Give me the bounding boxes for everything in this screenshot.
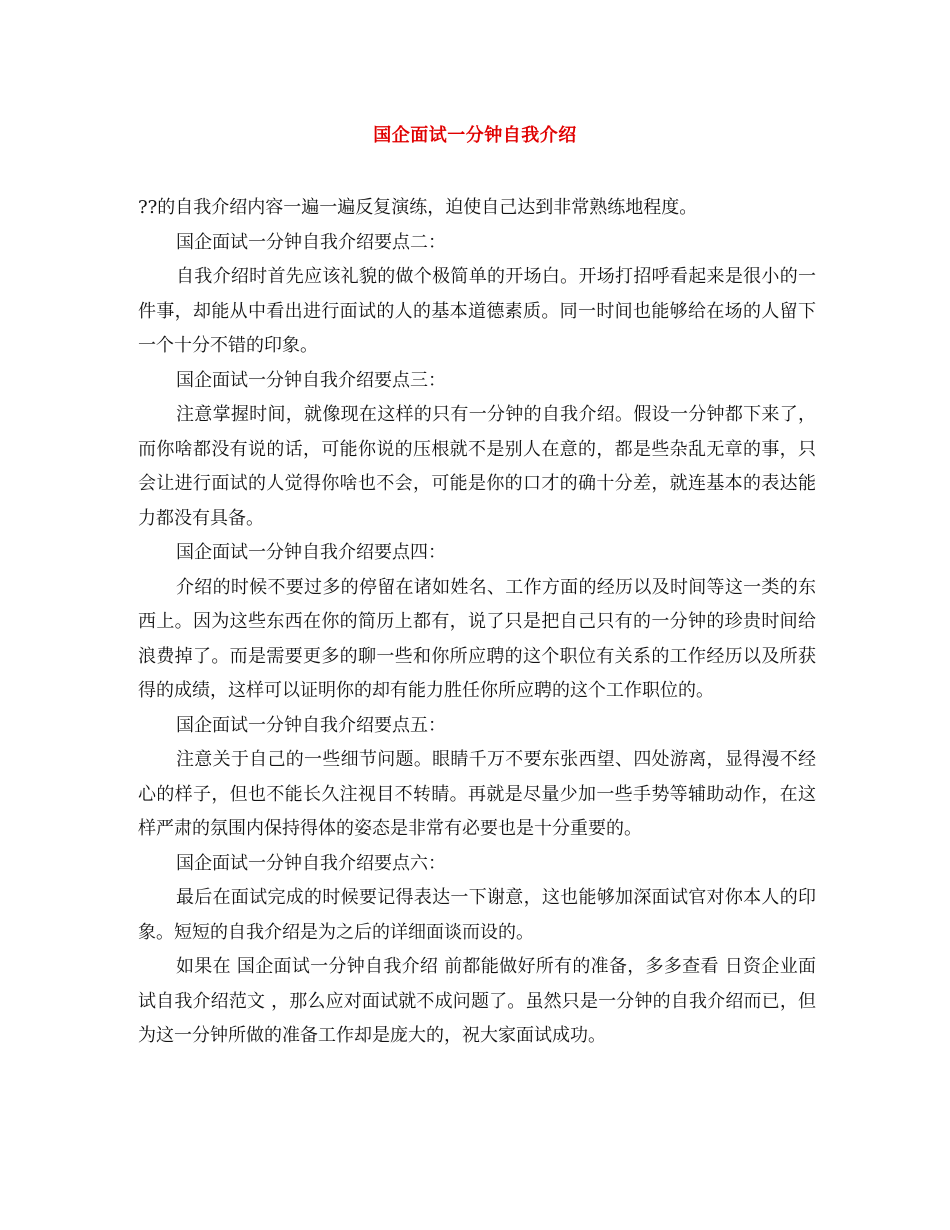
section-heading-point-5: 国企面试一分钟自我介绍要点五： bbox=[176, 714, 446, 736]
paragraph-continuation: ??的自我介绍内容一遍一遍反复演练，迫使自己达到非常熟练地程度。 bbox=[138, 197, 698, 218]
section-heading-point-6: 国企面试一分钟自我介绍要点六： bbox=[176, 852, 446, 874]
paragraph-point-4: 介绍的时候不要过多的停留在诸如姓名、工作方面的经历以及时间等这一类的东西上。因为这些东西在你的简历上都有，说了只是把自己只有的一分钟的珍贵时间给浪费掉了。而是需要更多的聊一些和你所应聘的这个职位有关系的工作经历以及所获得的成绩，这样可以证明你的却有能力胜任你所应聘的这个工作职位的。 bbox=[138, 576, 816, 701]
paragraph-point-6: 最后在面试完成的时候要记得表达一下谢意，这也能够加深面试官对你本人的印象。短短的自我介绍是为之后的详细面谈而设的。 bbox=[138, 887, 816, 943]
paragraph-conclusion: 如果在 国企面试一分钟自我介绍 前都能做好所有的准备，多多查看 日资企业面试自我介绍范文 ，那么应对面试就不成问题了。虽然只是一分钟的自我介绍而已，但为这一分钟所做的准备工作却是庞大的，祝大家面试成功。 bbox=[138, 956, 816, 1046]
section-heading-point-3: 国企面试一分钟自我介绍要点三： bbox=[176, 369, 446, 391]
section-heading-point-2: 国企面试一分钟自我介绍要点二： bbox=[176, 231, 446, 253]
paragraph-point-3: 注意掌握时间，就像现在这样的只有一分钟的自我介绍。假设一分钟都下来了，而你啥都没有说的话，可能你说的压根就不是别人在意的，都是些杂乱无章的事，只会让进行面试的人觉得你啥也不会，可能是你的口才的确十分差，就连基本的表达能力都没有具备。 bbox=[138, 404, 816, 529]
paragraph-point-2: 自我介绍时首先应该礼貌的做个极简单的开场白。开场打招呼看起来是很小的一件事，却能从中看出进行面试的人的基本道德素质。同一时间也能够给在场的人留下一个十分不错的印象。 bbox=[138, 266, 816, 356]
section-heading-point-4: 国企面试一分钟自我介绍要点四： bbox=[176, 542, 446, 563]
document-title: 国企面试一分钟自我介绍 bbox=[373, 125, 577, 146]
paragraph-point-5: 注意关于自己的一些细节问题。眼睛千万不要东张西望、四处游离，显得漫不经心的样子，但也不能长久注视目不转睛。再就是尽量少加一些手势等辅助动作，在这样严肃的氛围内保持得体的姿态是非常有必要也是十分重要的。 bbox=[138, 749, 816, 839]
document-body bbox=[138, 191, 816, 1054]
